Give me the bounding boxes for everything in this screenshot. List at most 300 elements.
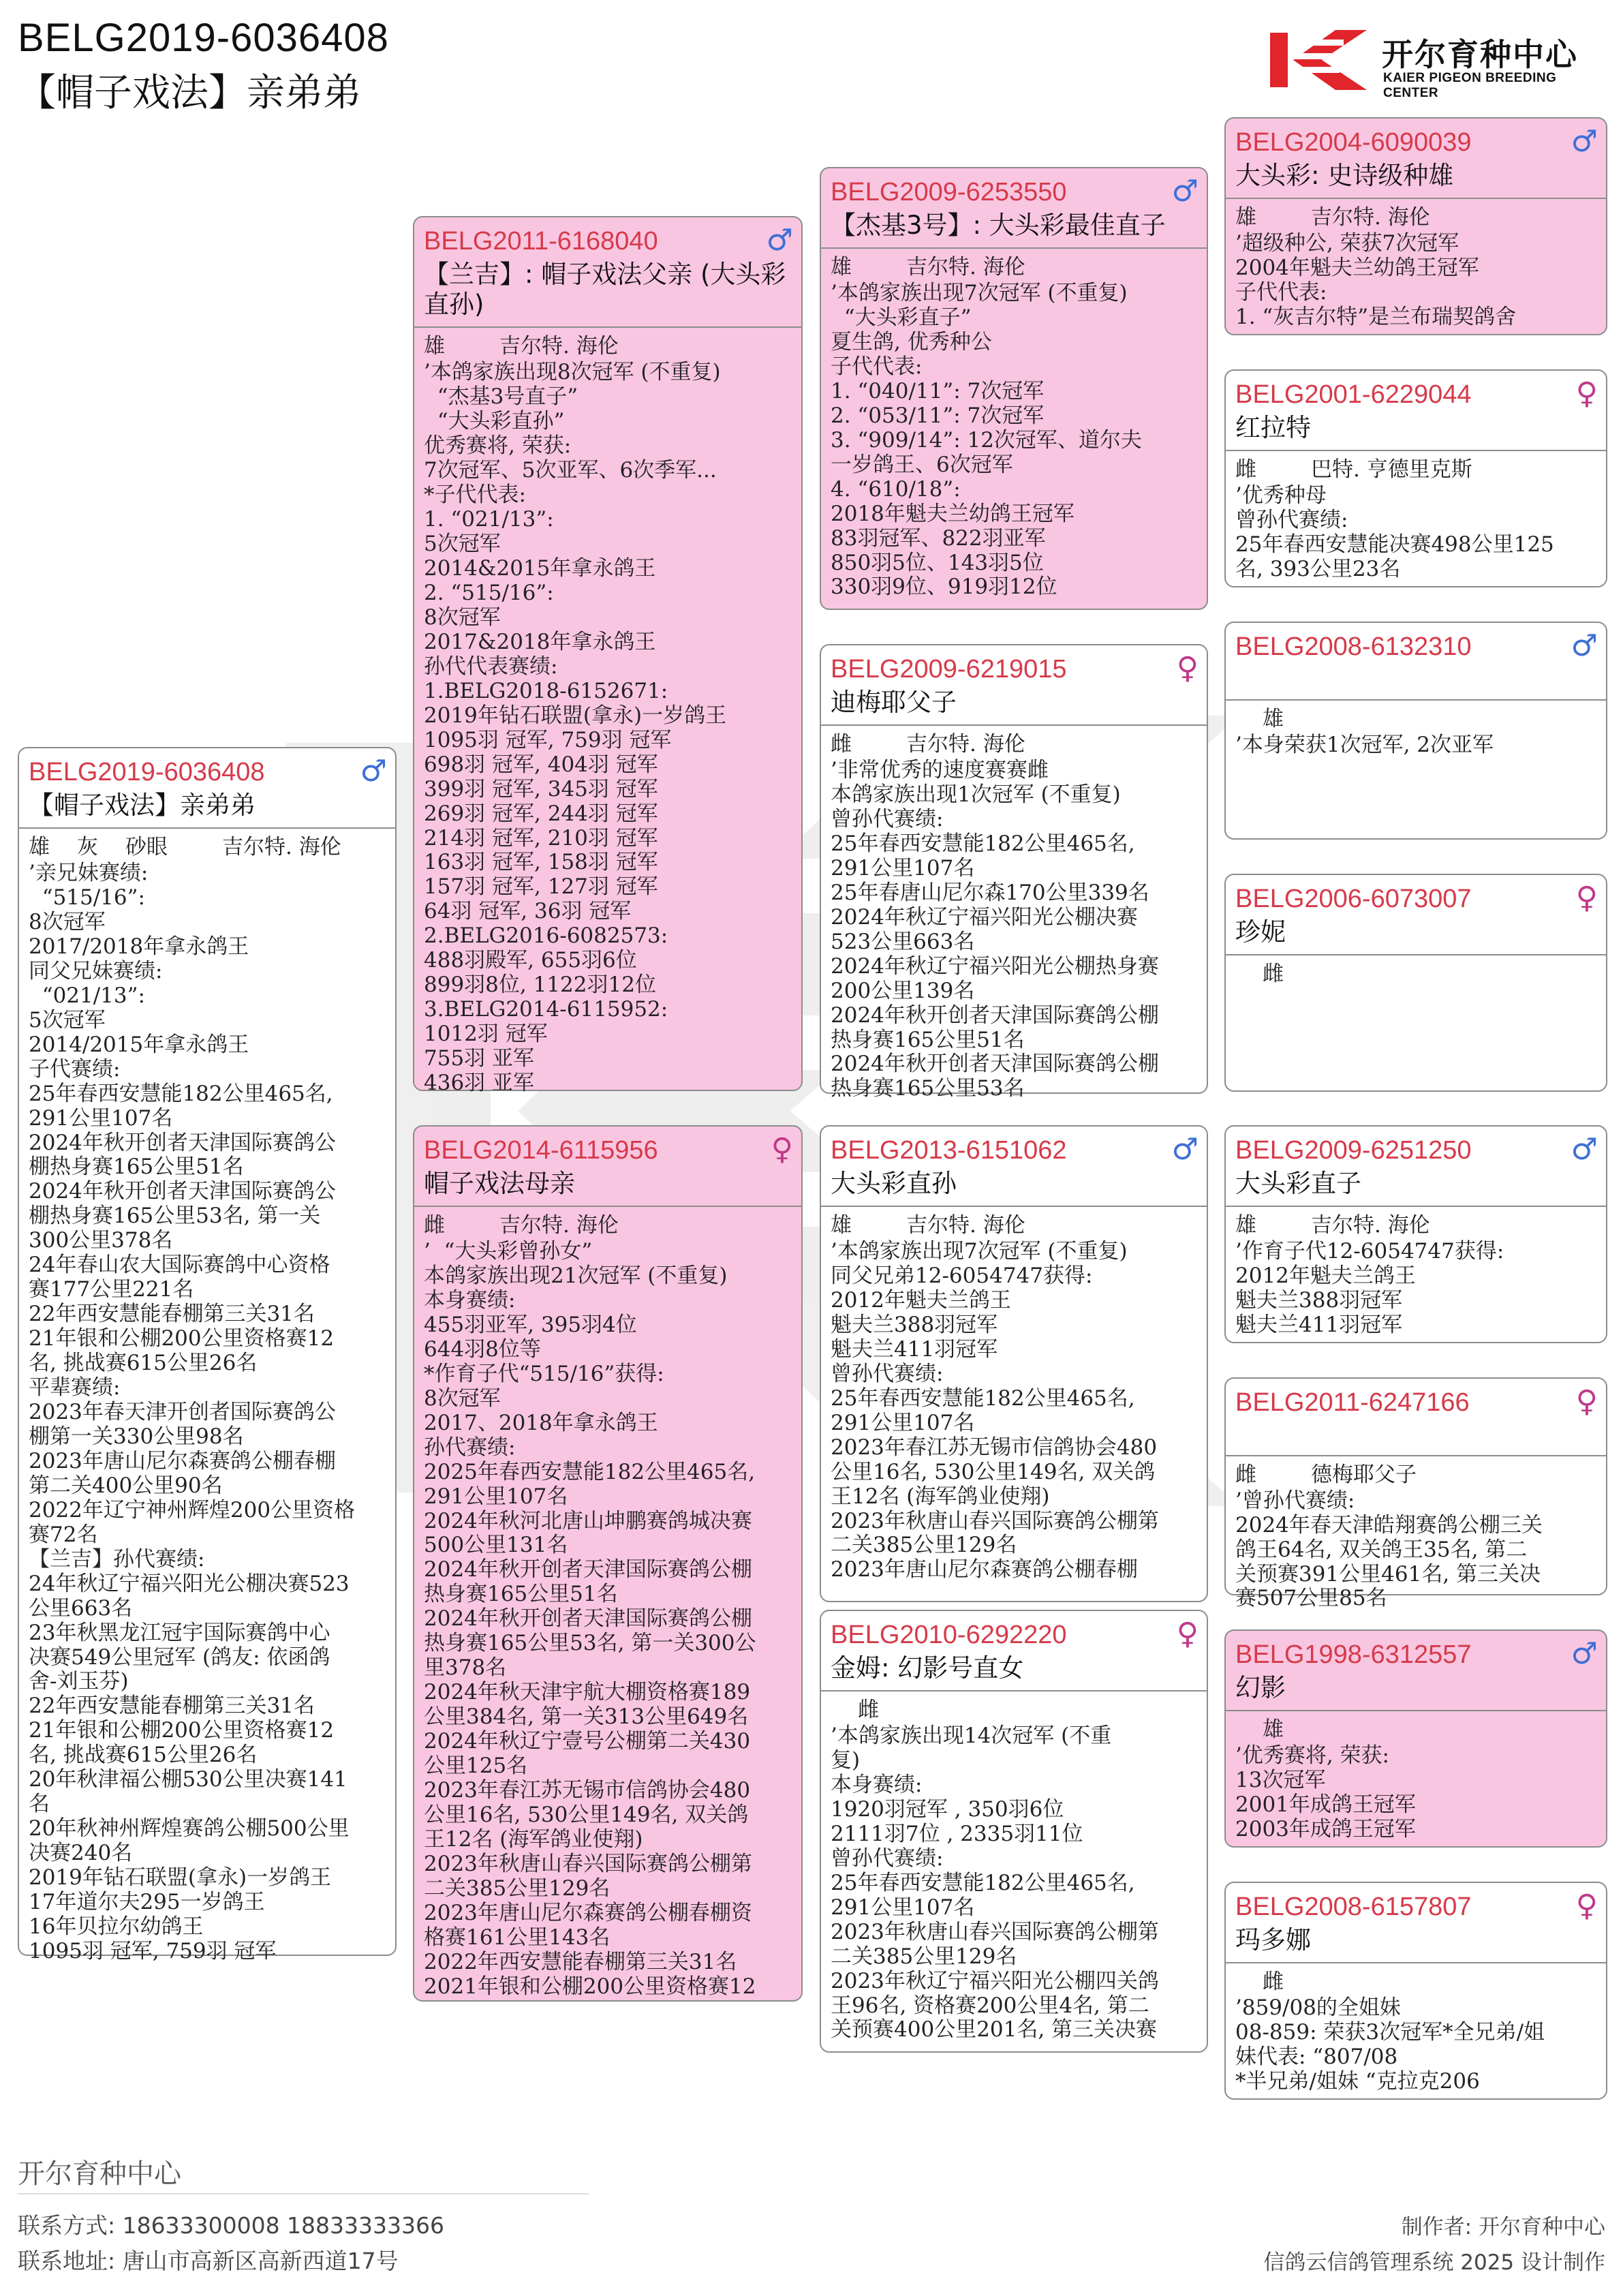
card-text-line: 2017/2018年拿永鸽王 <box>29 934 249 959</box>
card-text-line: 赛72名 <box>29 1522 98 1547</box>
logo-mark-icon <box>1267 26 1370 91</box>
card-meta-item: 雄 <box>1263 706 1284 731</box>
card-header <box>1226 1883 1606 1963</box>
female-symbol-icon: ♀ <box>1575 376 1598 411</box>
card-header <box>1226 875 1606 955</box>
footer-system: 信鸽云信鸽管理系统 2025 设计制作 <box>1263 2250 1605 2275</box>
card-text-line: 644羽8位等 <box>424 1336 541 1362</box>
card-pigeon-name: 【帽子戏法】亲弟弟 <box>29 790 256 820</box>
male-symbol-icon: ♂ <box>1171 174 1199 209</box>
footer-maker: 制作者: 开尔育种中心 <box>1401 2215 1605 2239</box>
card-text-line: 24年春山农大国际赛鸽中心资格 <box>29 1253 330 1278</box>
card-text-line: 热身赛165公里53名 <box>831 1076 1025 1101</box>
card-ring-number: BELG2009-6219015 <box>831 655 1067 684</box>
card-text-line: 1.BELG2018-6152671: <box>424 678 668 703</box>
card-meta-item: 雌 <box>1263 1970 1284 1995</box>
card-text-line: 300公里378名 <box>29 1228 173 1253</box>
card-body <box>1226 955 1606 995</box>
card-text-line: 2022年西安慧能春棚第三关31名 <box>424 1949 737 1974</box>
pigeon-card-ds[interactable] <box>820 1125 1208 1602</box>
card-text-line: 妹代表: “807/08 <box>1235 2044 1398 2069</box>
card-meta-row <box>831 733 1197 757</box>
card-pigeon-name: 玛多娜 <box>1235 1925 1311 1955</box>
card-text-line: 1012羽 冠军 <box>424 1022 548 1047</box>
pigeon-card-dsd[interactable] <box>1224 1377 1607 1611</box>
card-body <box>821 1692 1207 2049</box>
card-text-line: 优秀赛将, 荣获: <box>424 433 572 459</box>
card-text-line: ’非常优秀的速度赛赛雌 <box>831 758 1049 783</box>
card-meta-item: 吉尔特. 海伦 <box>1311 205 1430 230</box>
male-symbol-icon: ♂ <box>1571 628 1598 663</box>
female-symbol-icon: ♀ <box>1575 1888 1598 1923</box>
male-symbol-icon: ♂ <box>1571 1132 1598 1167</box>
card-text-line: ’859/08的全姐妹 <box>1235 1995 1401 2021</box>
card-body <box>1226 1456 1606 1619</box>
card-meta-row <box>1235 206 1596 230</box>
card-text-line: 棚第一关330公里98名 <box>29 1424 244 1449</box>
card-header <box>19 748 395 829</box>
card-ring-number: BELG2006-6073007 <box>1235 885 1472 913</box>
card-header <box>1226 1631 1606 1711</box>
card-meta-item: 雌 <box>858 1698 879 1723</box>
pigeon-card-ss[interactable] <box>820 167 1208 610</box>
card-text-line: 25年春西安慧能182公里465名, <box>29 1081 333 1106</box>
card-pigeon-name: 大头彩: 史诗级种雄 <box>1235 160 1454 190</box>
card-text-line: 曾孙代赛绩: <box>831 1846 944 1871</box>
card-text-line: 2021年银和公棚200公里资格赛12 <box>424 1974 756 1999</box>
card-text-line: 2003年成鸽王冠军 <box>1235 1816 1416 1841</box>
card-text-line: 17年道尔夫295一岁鸽王 <box>29 1890 265 1915</box>
card-meta-item: 德梅耶父子 <box>1311 1462 1417 1487</box>
pigeon-card-sss[interactable] <box>1224 117 1607 335</box>
card-text-line: 4. “610/18”: <box>831 476 961 502</box>
card-text-line: 436羽 亚军 <box>424 1071 535 1096</box>
card-text-line: ’本身荣获1次冠军, 2次亚军 <box>1235 732 1494 757</box>
card-text-line: 2022年辽宁神州辉煌200公里资格 <box>29 1497 356 1522</box>
card-meta-item: 雌 <box>831 732 852 757</box>
card-text-line: *半兄弟/姐妹 “克拉克206 <box>1235 2068 1480 2094</box>
card-text-line: 7次冠军、5次亚军、6次季军... <box>424 458 717 483</box>
card-text-line: 子代赛绩: <box>29 1056 121 1082</box>
card-text-line: 名, 挑战赛615公里26名 <box>29 1351 258 1376</box>
card-meta-item: 吉尔特. 海伦 <box>499 334 619 359</box>
card-text-line: “杰基3号直子” <box>424 384 578 410</box>
card-pigeon-name: 迪梅耶父子 <box>831 687 957 717</box>
male-symbol-icon: ♂ <box>1171 1132 1199 1167</box>
card-meta-row <box>1235 1718 1596 1743</box>
card-text-line: 本身赛绩: <box>424 1287 516 1313</box>
card-text-line: 鸽王64名, 双关鸽王35名, 第二 <box>1235 1537 1528 1562</box>
card-header <box>414 217 801 328</box>
card-pigeon-name <box>1235 665 1595 692</box>
card-text-line: 魁夫兰411羽冠军 <box>1235 1312 1403 1337</box>
card-text-line: 2014&2015年拿永鸽王 <box>424 556 656 581</box>
card-text-line: 二关385公里129名 <box>424 1876 610 1901</box>
male-symbol-icon: ♂ <box>360 754 387 789</box>
card-text-line: 2023年唐山尼尔森赛鸽公棚春棚 <box>831 1557 1138 1582</box>
card-text-line: 一岁鸽王、6次冠军 <box>831 452 1013 477</box>
card-text-line: 2004年魁夫兰幼鸽王冠军 <box>1235 255 1479 280</box>
card-text-line: *子代代表: <box>424 483 526 508</box>
card-text-line: ’本鸽家族出现8次冠军 (不重复) <box>424 360 721 385</box>
card-text-line: 269羽 冠军, 244羽 冠军 <box>424 801 658 826</box>
card-meta-item: 雄 <box>1263 1717 1284 1743</box>
card-body <box>821 726 1207 1108</box>
card-meta-item: 雄 <box>29 835 50 860</box>
card-body <box>19 829 395 1971</box>
card-text-line: 2001年成鸽王冠军 <box>1235 1792 1416 1817</box>
female-symbol-icon: ♀ <box>771 1132 793 1167</box>
logo-cn-text: 开尔育种中心 <box>1382 36 1578 73</box>
card-text-line: 2025年春西安慧能182公里465名, <box>424 1459 756 1484</box>
card-text-line: 2024年秋开创者天津国际赛鸽公棚 <box>831 1052 1159 1077</box>
card-header <box>821 1127 1207 1207</box>
card-text-line: 20年秋津福公棚530公里决赛141 <box>29 1767 347 1792</box>
card-text-line: 83羽冠军、822羽亚军 <box>831 525 1046 551</box>
card-text-line: ’超级种公, 荣获7次冠军 <box>1235 231 1459 256</box>
card-header <box>1226 623 1606 701</box>
pedigree-title: 【帽子戏法】亲弟弟 <box>18 71 361 115</box>
card-text-line: 163羽 冠军, 158羽 冠军 <box>424 850 658 875</box>
card-text-line: “515/16”: <box>29 885 145 910</box>
card-text-line: 2019年钻石联盟(拿永)一岁鸽王 <box>424 703 727 728</box>
card-text-line: 名 <box>29 1792 50 1817</box>
card-text-line: 平辈赛绩: <box>29 1375 121 1400</box>
card-text-line: 名, 393公里23名 <box>1235 556 1401 581</box>
card-text-line: 孙代代表赛绩: <box>424 654 558 679</box>
card-text-line: 曾孙代赛绩: <box>1235 507 1348 532</box>
card-ring-number: BELG2009-6253550 <box>831 178 1067 206</box>
card-header <box>1226 1379 1606 1456</box>
card-text-line: 899羽8位, 1122羽12位 <box>424 973 656 998</box>
card-text-line: 157羽 冠军, 127羽 冠军 <box>424 874 658 900</box>
logo <box>1267 26 1608 100</box>
card-ring-number: BELG2004-6090039 <box>1235 128 1472 157</box>
card-text-line: 2024年春天津皓翔赛鸽公棚三关 <box>1235 1512 1543 1537</box>
card-meta-item: 雄 <box>831 255 852 280</box>
card-text-line: 291公里107名 <box>831 855 975 881</box>
card-text-line: 2019年钻石联盟(拿永)一岁鸽王 <box>29 1865 332 1891</box>
card-text-line: 二关385公里129名 <box>831 1533 1017 1558</box>
card-pigeon-name: 大头彩直子 <box>1235 1168 1361 1198</box>
card-text-line: 22年西安慧能春棚第三关31名 <box>29 1302 315 1327</box>
card-header <box>821 1611 1207 1692</box>
card-text-line: 2023年唐山尼尔森赛鸽公棚春棚资 <box>424 1900 752 1925</box>
card-text-line: 热身赛165公里51名 <box>831 1027 1025 1052</box>
card-text-line: 755羽 亚军 <box>424 1046 535 1071</box>
card-text-line: 曾孙代赛绩: <box>831 1361 944 1386</box>
card-text-line: 1920羽冠军 , 350羽6位 <box>831 1796 1064 1822</box>
card-text-line: 16年贝拉尔幼鸽王 <box>29 1914 204 1940</box>
card-text-line: 214羽 冠军, 210羽 冠军 <box>424 825 658 851</box>
card-text-line: 2014/2015年拿永鸽王 <box>29 1032 249 1057</box>
card-body <box>1226 451 1606 589</box>
card-meta-item: 砂眼 <box>125 835 168 860</box>
card-text-line: 2023年春江苏无锡市信鸽协会480 <box>831 1435 1158 1460</box>
card-text-line: 2024年秋开创者天津国际赛鸽公 <box>29 1179 336 1204</box>
card-text-line: 棚热身赛165公里51名 <box>29 1154 244 1180</box>
card-body <box>821 249 1207 607</box>
card-text-line: 2024年秋天津宇航大棚资格赛189 <box>424 1680 751 1705</box>
card-meta-item: 吉尔特. 海伦 <box>1311 1213 1430 1238</box>
card-text-line: 名, 挑战赛615公里26名 <box>29 1743 258 1768</box>
card-body <box>1226 199 1606 337</box>
card-text-line: 2024年秋开创者天津国际赛鸽公棚 <box>424 1557 752 1582</box>
card-pigeon-name: 幻影 <box>1235 1672 1286 1702</box>
card-text-line: ’本鸽家族出现14次冠军 (不重 <box>831 1724 1112 1749</box>
card-text-line: 本鸽家族出现1次冠军 (不重复) <box>831 782 1121 807</box>
card-ring-number: BELG2011-6168040 <box>424 227 658 256</box>
card-text-line: ’ “大头彩曾孙女” <box>424 1239 593 1264</box>
card-ring-number: BELG2011-6247166 <box>1235 1388 1470 1417</box>
card-text-line: 3.BELG2014-6115952: <box>424 997 668 1022</box>
female-symbol-icon: ♀ <box>1575 1384 1598 1419</box>
card-text-line: 21年银和公棚200公里资格赛12 <box>29 1718 335 1743</box>
card-text-line: 291公里107名 <box>29 1105 173 1131</box>
card-text-line: 公里125名 <box>424 1754 528 1779</box>
card-ring-number: BELG2014-6115956 <box>424 1136 658 1165</box>
card-text-line: ’本鸽家族出现7次冠军 (不重复) <box>831 1239 1128 1264</box>
card-ring-number: BELG1998-6312557 <box>1235 1640 1472 1669</box>
card-ring-number: BELG2009-6251250 <box>1235 1136 1472 1165</box>
card-text-line: ’曾孙代赛绩: <box>1235 1488 1355 1513</box>
card-header <box>821 645 1207 726</box>
card-body <box>414 328 801 1103</box>
card-text-line: 25年春西安慧能182公里465名, <box>831 831 1135 856</box>
card-pigeon-name: 帽子戏法母亲 <box>424 1168 575 1198</box>
card-text-line: 291公里107名 <box>831 1410 975 1435</box>
card-ring-number: BELG2010-6292220 <box>831 1621 1067 1649</box>
card-meta-item: 巴特. 亨德里克斯 <box>1311 457 1472 483</box>
card-text-line: 25年春西安慧能182公里465名, <box>831 1870 1135 1895</box>
card-text-line: 2024年秋开创者天津国际赛鸽公 <box>29 1130 336 1155</box>
card-meta-item: 雄 <box>1235 205 1256 230</box>
card-text-line: 复) <box>831 1747 861 1773</box>
card-text-line: 2023年秋辽宁福兴阳光公棚四关鸽 <box>831 1968 1159 1993</box>
card-body <box>1226 1711 1606 1849</box>
card-text-line: 决赛240名 <box>29 1841 133 1866</box>
card-text-line: 里378名 <box>424 1655 507 1681</box>
card-meta-row <box>1235 707 1596 732</box>
card-meta-item: 雄 <box>831 1213 852 1238</box>
card-text-line: 2024年秋辽宁壹号公棚第二关430 <box>424 1729 751 1754</box>
card-text-line: 同父兄妹赛绩: <box>29 958 163 983</box>
card-ring-number: BELG2001-6229044 <box>1235 380 1472 409</box>
card-text-line: ’作育子代12-6054747获得: <box>1235 1239 1504 1264</box>
footer-contact: 联系方式: 18633300008 18833333366 <box>18 2212 445 2239</box>
card-text-line: 棚热身赛165公里53名, 第一关 <box>29 1204 321 1229</box>
card-text-line: 24年秋辽宁福兴阳光公棚决赛523 <box>29 1571 350 1596</box>
card-text-line: 1095羽 冠军, 759羽 冠军 <box>424 727 672 752</box>
female-symbol-icon: ♀ <box>1575 881 1598 915</box>
card-text-line: 8次冠军 <box>29 909 106 934</box>
card-text-line: 子代代表: <box>1235 279 1327 305</box>
card-text-line: 399羽 冠军, 345羽 冠军 <box>424 776 658 801</box>
card-text-line: “021/13”: <box>29 983 145 1008</box>
pigeon-card-sds[interactable] <box>1224 622 1607 840</box>
card-text-line: 公里384名, 第一关313公里649名 <box>424 1704 749 1730</box>
card-text-line: 200公里139名 <box>831 978 975 1003</box>
card-text-line: 舍-刘玉芬) <box>29 1669 129 1694</box>
card-meta-item: 吉尔特. 海伦 <box>222 835 341 860</box>
card-meta-row <box>1235 1214 1596 1238</box>
card-text-line: ’本鸽家族出现7次冠军 (不重复) <box>831 281 1128 306</box>
card-text-line: 455羽亚军, 395羽4位 <box>424 1312 637 1337</box>
pigeon-card-dam[interactable] <box>413 1125 803 2002</box>
card-pigeon-name <box>1235 1421 1595 1448</box>
card-text-line: 2024年秋辽宁福兴阳光公棚热身赛 <box>831 953 1159 979</box>
card-text-line: 热身赛165公里53名, 第一关300公 <box>424 1631 756 1656</box>
card-text-line: 王12名 (海军鸽业使翔) <box>424 1826 643 1852</box>
card-header <box>821 168 1207 249</box>
card-text-line: 2.BELG2016-6082573: <box>424 923 668 949</box>
card-meta-item: 吉尔特. 海伦 <box>906 732 1025 757</box>
card-text-line: 2023年春天津开创者国际赛鸽公 <box>29 1400 336 1424</box>
card-text-line: 2111羽7位 , 2335羽11位 <box>831 1821 1083 1846</box>
card-text-line: 2023年唐山尼尔森赛鸽公棚春棚 <box>29 1448 336 1473</box>
card-text-line: 488羽殿军, 655羽6位 <box>424 948 637 973</box>
card-text-line: 子代代表: <box>831 354 923 379</box>
card-text-line: 王12名 (海军鸽业使翔) <box>831 1484 1050 1509</box>
card-text-line: 【兰吉】孙代赛绩: <box>29 1546 205 1572</box>
card-meta-row <box>1235 1463 1596 1488</box>
pigeon-card-dd[interactable] <box>820 1610 1208 2053</box>
footer-divider <box>18 2193 589 2194</box>
card-text-line: 1. “040/11”: 7次冠军 <box>831 378 1045 403</box>
card-ring-number: BELG2008-6157807 <box>1235 1893 1472 1921</box>
card-text-line: 关预赛391公里461名, 第三关决 <box>1235 1561 1541 1587</box>
card-body <box>821 1207 1207 1589</box>
card-text-line: 5次冠军 <box>424 532 501 557</box>
card-meta-item: 雄 <box>1235 1213 1256 1238</box>
male-symbol-icon: ♂ <box>1571 1636 1598 1671</box>
card-text-line: 王96名, 资格赛200公里4名, 第二 <box>831 1993 1149 2018</box>
card-text-line: 2024年秋开创者天津国际赛鸽公棚 <box>424 1606 752 1632</box>
pigeon-card-ssd[interactable] <box>1224 369 1607 587</box>
card-ring-number: BELG2019-6036408 <box>29 758 265 786</box>
card-text-line: 公里16名, 530公里149名, 双关鸽 <box>831 1459 1156 1484</box>
card-meta-row <box>1235 1970 1596 1995</box>
card-text-line: 13次冠军 <box>1235 1767 1326 1792</box>
card-text-line: “大头彩直孙” <box>424 409 565 434</box>
card-header <box>1226 119 1606 199</box>
card-body <box>1226 701 1606 765</box>
card-text-line: 20年秋神州辉煌赛鸽公棚500公里 <box>29 1816 350 1841</box>
card-pigeon-name: 珍妮 <box>1235 917 1286 947</box>
card-body <box>1226 1207 1606 1345</box>
card-text-line: 2024年秋开创者天津国际赛鸽公棚 <box>831 1002 1159 1028</box>
female-symbol-icon: ♀ <box>1176 651 1199 686</box>
card-header <box>1226 1127 1606 1207</box>
card-text-line: 决赛549公里冠军 (鸽友: 依函鸽 <box>29 1644 330 1670</box>
card-text-line: 本鸽家族出现21次冠军 (不重复) <box>424 1263 728 1288</box>
card-text-line: *作育子代“515/16”获得: <box>424 1361 664 1386</box>
card-meta-item: 吉尔特. 海伦 <box>906 1213 1025 1238</box>
card-text-line: 2023年春江苏无锡市信鸽协会480 <box>424 1778 751 1803</box>
pigeon-card-dss[interactable] <box>1224 1125 1607 1343</box>
card-text-line: 2023年秋唐山春兴国际赛鸽公棚第 <box>831 1508 1159 1533</box>
card-text-line: 523公里663名 <box>831 929 975 954</box>
pigeon-card-sd[interactable] <box>820 644 1208 1101</box>
card-text-line: 2012年魁夫兰鸽王 <box>1235 1263 1416 1288</box>
card-text-line: 魁夫兰411羽冠军 <box>831 1336 998 1362</box>
card-header <box>414 1127 801 1207</box>
card-text-line: 二关385公里129名 <box>831 1944 1017 1969</box>
pigeon-card-subject[interactable] <box>18 747 397 1963</box>
pigeon-card-sire[interactable] <box>413 216 803 1096</box>
card-text-line: 格赛161公里143名 <box>424 1925 610 1950</box>
card-text-line: 2023年秋唐山春兴国际赛鸽公棚第 <box>831 1919 1159 1944</box>
card-text-line: 08-859: 荣获3次冠军*全兄弟/姐 <box>1235 2019 1545 2045</box>
male-symbol-icon: ♂ <box>1571 124 1598 159</box>
card-pigeon-name: 金姆: 幻影号直女 <box>831 1653 1024 1683</box>
card-text-line: 曾孙代赛绩: <box>831 806 944 831</box>
card-text-line: 夏生鸽, 优秀种公 <box>831 329 992 354</box>
card-meta-row <box>424 335 792 359</box>
female-symbol-icon: ♀ <box>1176 1617 1199 1651</box>
card-text-line: 850羽5位、143羽5位 <box>831 550 1044 575</box>
card-text-line: ’优秀赛将, 荣获: <box>1235 1743 1390 1769</box>
card-meta-row <box>424 1214 792 1238</box>
card-text-line: 孙代赛绩: <box>424 1435 516 1460</box>
card-ring-number: BELG2013-6151062 <box>831 1136 1067 1165</box>
card-text-line: 1095羽 冠军, 759羽 冠军 <box>29 1938 277 1963</box>
card-meta-item: 雌 <box>424 1213 445 1238</box>
card-pigeon-name: 【兰吉】: 帽子戏法父亲 (大头彩直孙) <box>424 259 786 320</box>
card-text-line: 8次冠军 <box>424 604 501 630</box>
card-text-line: 赛507公里85名 <box>1235 1586 1387 1611</box>
logo-en-text: KAIER PIGEON BREEDING CENTER <box>1383 71 1557 100</box>
card-text-line: 2018年魁夫兰幼鸽王冠军 <box>831 501 1075 526</box>
card-text-line: 3. “909/14”: 12次冠军、道尔夫 <box>831 427 1142 453</box>
card-pigeon-name: 大头彩直孙 <box>831 1168 957 1198</box>
card-text-line: 1. “灰吉尔特”是兰布瑞契鸽舍 <box>1235 304 1517 329</box>
card-body <box>1226 1963 1606 2101</box>
card-meta-row <box>29 836 386 860</box>
card-meta-item: 雄 <box>424 334 445 359</box>
card-meta-item: 吉尔特. 海伦 <box>906 255 1025 280</box>
pigeon-card-dds[interactable] <box>1224 1629 1607 1848</box>
pedigree-ring-number: BELG2019-6036408 <box>18 16 389 60</box>
card-text-line: 330羽9位、919羽12位 <box>831 575 1057 600</box>
card-meta-row <box>1235 458 1596 483</box>
footer-org-name: 开尔育种中心 <box>18 2158 181 2190</box>
card-text-line: 魁夫兰388羽冠军 <box>1235 1287 1403 1313</box>
card-text-line: 23年秋黑龙江冠宇国际赛鸽中心 <box>29 1620 330 1645</box>
card-meta-row <box>831 1698 1197 1723</box>
pigeon-card-sdd[interactable] <box>1224 874 1607 1092</box>
card-text-line: 291公里107名 <box>831 1895 975 1920</box>
card-text-line: 2024年秋辽宁福兴阳光公棚决赛 <box>831 904 1138 930</box>
card-text-line: 魁夫兰388羽冠军 <box>831 1312 998 1337</box>
card-text-line: 热身赛165公里51名 <box>424 1582 618 1607</box>
card-meta-item: 雌 <box>1235 457 1256 483</box>
card-pigeon-name: 红拉特 <box>1235 412 1311 442</box>
card-text-line: 2. “515/16”: <box>424 581 554 605</box>
card-text-line: 关预赛400公里201名, 第三关决赛 <box>831 2017 1158 2042</box>
card-text-line: 500公里131名 <box>424 1533 568 1558</box>
card-text-line: 25年春西安慧能决赛498公里125 <box>1235 532 1554 557</box>
card-meta-item: 雌 <box>1263 962 1284 987</box>
card-meta-row <box>1235 962 1596 987</box>
male-symbol-icon: ♂ <box>766 223 793 258</box>
pigeon-card-ddd[interactable] <box>1224 1882 1607 2100</box>
card-ring-number: BELG2008-6132310 <box>1235 632 1472 661</box>
card-meta-item: 雌 <box>1235 1462 1256 1487</box>
card-text-line: 25年春唐山尼尔森170公里339名 <box>831 880 1149 905</box>
card-header <box>1226 371 1606 451</box>
card-text-line: 赛177公里221名 <box>29 1277 194 1302</box>
